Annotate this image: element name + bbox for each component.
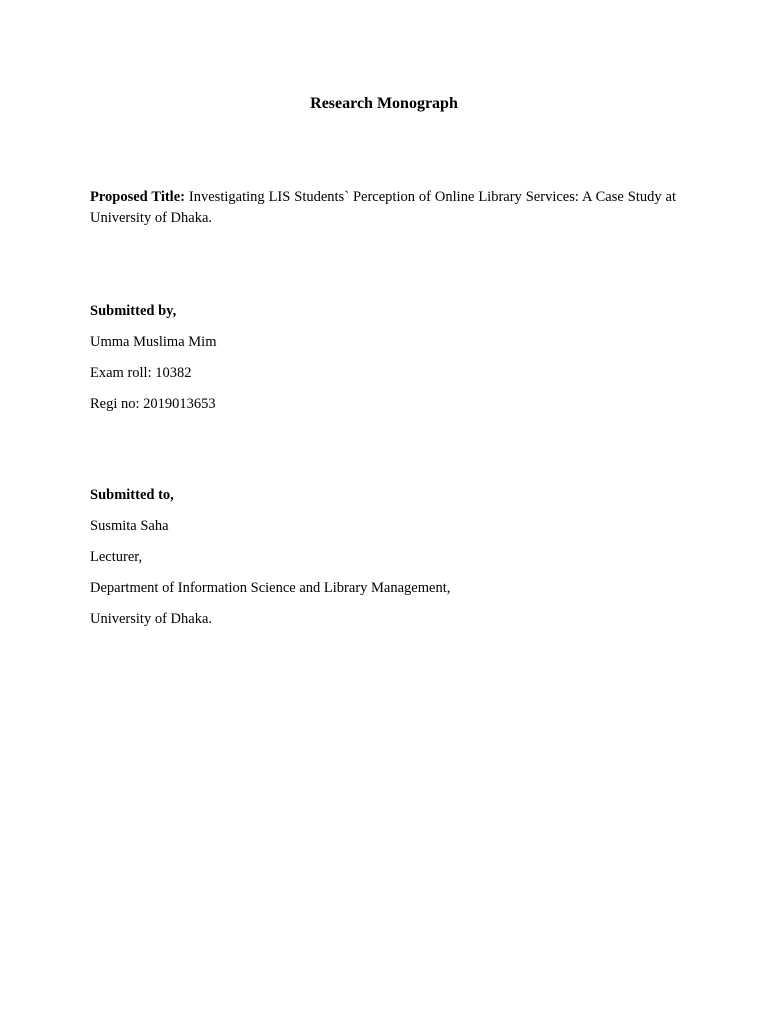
exam-roll: Exam roll: 10382 bbox=[90, 365, 192, 381]
supervisor-designation: Lecturer, bbox=[90, 549, 143, 565]
submitted-to-heading: Submitted to, bbox=[90, 487, 174, 503]
university-name: University of Dhaka. bbox=[90, 611, 213, 627]
department-name: Department of Information Science and Library Management, bbox=[90, 580, 451, 596]
proposed-title-label: Proposed Title: bbox=[90, 189, 185, 205]
registration-number: Regi no: 2019013653 bbox=[90, 396, 216, 412]
supervisor-name: Susmita Saha bbox=[90, 518, 169, 534]
student-name: Umma Muslima Mim bbox=[90, 334, 217, 350]
proposed-title-text: Investigating LIS Students` Perception of Online Library Services: A Case Study at University of Dhaka. bbox=[90, 189, 677, 226]
submitted-by-section bbox=[90, 301, 690, 425]
submitted-by-heading: Submitted by, bbox=[90, 303, 177, 319]
submitted-to-section bbox=[90, 485, 690, 640]
page-title: Research Monograph bbox=[310, 95, 458, 112]
proposed-title-paragraph bbox=[90, 187, 676, 229]
